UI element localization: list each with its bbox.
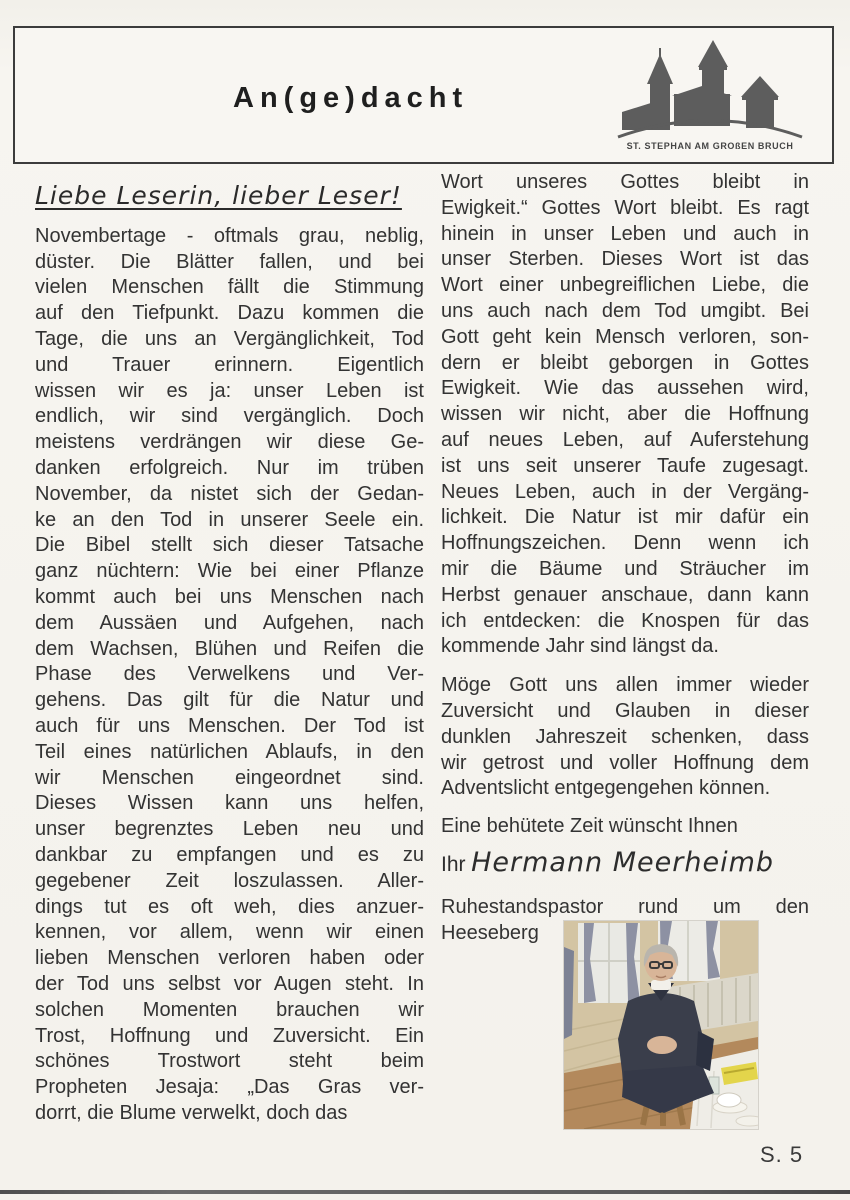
pastor-photo xyxy=(564,921,758,1129)
pastor-photo-image xyxy=(564,921,758,1129)
left-column xyxy=(35,183,424,1127)
body-paragraph-left: Novembertage - oftmals grau, neblig, düster. Die Blätter fallen, und bei vielen Menschen fällt die Stimmung auf den Tiefpunkt. Dazu kommen die Tage, die uns an Vergänglichkeit, Tod und Trauer erinnern. Eigentlich wissen wir es ja: unser Leben ist endlich, wir sind vergänglich. Doch meistens verdrängen wir diese Ge- danken erfolgreich. Nur im trüben November, da nistet sich der Gedan- ke an den Tod in unserer Seele ein. Die Bibel stellt sich dieser Tatsache ganz nüchtern: Wie bei einer Pflanze kommt auch bei uns Menschen nach dem Aussäen und Aufgehen, nach dem Wachsen, Blühen und Reifen die Phase des Verwelkens und Ver- gehens. Das gilt für die Natur und auch für uns Menschen. Der Tod ist Teil eines natürlichen Ablaufs, in den wir Menschen eingeordnet sind. Dieses Wissen kann uns helfen, unser begrenztes Leben neu und dankbar zu empfangen und es zu gegebener Zeit loszulassen. Aller- dings tut es oft weh, dies anzuer- kennen, vor allem, wenn wir einen lieben Menschen verloren haben oder der Tod uns selbst vor Augen steht. In solchen Momenten brauchen wir Trost, Hoffnung und Zuversicht. Ein schönes Trostwort steht beim Propheten Jesaja: „Das Gras ver- dorrt, die Blume verwelkt, doch das xyxy=(35,224,424,1124)
signature xyxy=(441,846,809,886)
scan-edge-line xyxy=(0,1190,850,1194)
page-title: An(ge)dacht xyxy=(233,82,469,114)
header xyxy=(13,26,834,164)
closing-line: Eine behütete Zeit wünscht Ihnen xyxy=(441,815,738,838)
signature-prefix: Ihr xyxy=(441,852,466,876)
body-paragraph-1: Wort unseres Gottes bleibt in Ewigkeit.“ Gottes Wort bleibt. Es ragt hinein in unser Leben und auch in unser Sterben. Dieses Wort ist das Wort einer unbegreiflichen Liebe, die uns auch nach dem Tod umgibt. Bei Gott geht kein Mensch verloren, son- dern er bleibt geborgen in Gottes Ewigkeit. Wie das aussehen wird, wissen wir nicht, aber die Hoffnung auf neues Leben, auf Auferstehung ist uns seit unserer Taufe zugesagt. Neues Leben, auch in der Vergäng- lichkeit. Die Natur ist mir dafür ein Hoffnungszeichen. Denn wenn ich mir die Bäume und Sträucher im Herbst genauer anschaue, dann kann ich entdecken: die Knospen für das kommende Jahr sind längst da. xyxy=(441,171,809,658)
right-column xyxy=(441,170,809,947)
role-paragraph: Ruhestandspastor rund um den Heeseberg xyxy=(441,895,809,944)
signature-name: Hermann Meerheimb xyxy=(471,846,775,878)
logo-caption: ST. STEPHAN AM GROßEN BRUCH xyxy=(626,141,794,151)
body-paragraph-2: Möge Gott uns allen immer wieder Zuversicht und Glauben in dieser dunklen Jahreszeit schenken, dass wir getrost und voller Hoffnung dem Adventslicht entgegengehen können. xyxy=(441,674,809,800)
church-logo xyxy=(614,40,806,158)
church-silhouette-icon xyxy=(614,40,806,140)
page-number: S. 5 xyxy=(760,1142,804,1167)
salutation-heading: Liebe Leserin, lieber Leser! xyxy=(35,181,402,210)
